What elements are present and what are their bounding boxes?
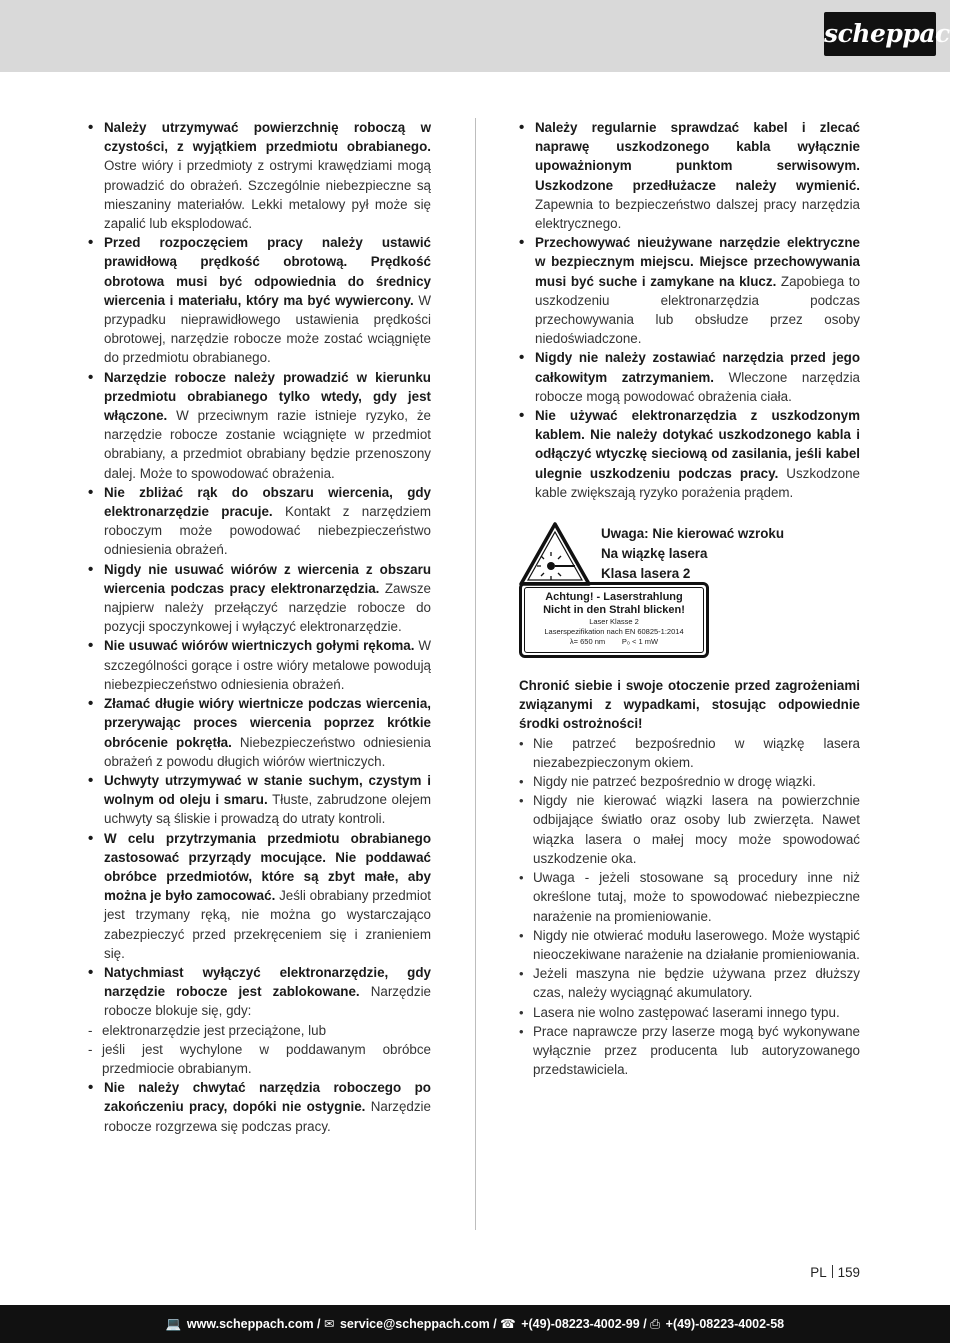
item-text: Jeśli obrabiany przedmiot jest trzymany ręką, nie można go wystarczająco zabezpieczyć przed przekręceniem się i zranieniem się. — [104, 888, 431, 961]
item-bold-text: Przed rozpoczęciem pracy należy ustawić prawidłową prędkość obrotową. Prędkość obrotowa musi być odpowiednia do średnicy wiercenia i materiału, który ma być wywiercony. — [104, 235, 431, 308]
footer-separator: / — [489, 1317, 501, 1331]
list-item — [88, 963, 431, 1078]
brand-logo: scheppach — [824, 12, 936, 56]
item-text: Zapobiega to uszkodzeniu elektronarzędzia podczas przechowywania lub obsłudze przez osoby niedoświadczone. — [535, 273, 860, 347]
right-safety-list — [519, 118, 860, 502]
laser-warning-line: Uwaga: Nie kierować wzroku — [601, 526, 785, 542]
list-item — [88, 694, 431, 771]
list-item — [519, 118, 860, 233]
protection-heading: Chronić siebie i swoje otoczenie przed zagrożeniami związanymi z wypadkami, stosując odpowiednie środki ostrożności! — [519, 678, 860, 732]
item-bold-text: Złamać długie wióry wiertnicze podczas wiercenia, przerywając proces wiercenia poprzez krótkie obrócenie pokrętła. — [104, 696, 431, 750]
left-safety-list — [88, 118, 431, 1136]
laser-warning-line: Klasa lasera 2 — [601, 566, 691, 582]
protection-list — [519, 734, 860, 1080]
item-bold-text: Narzędzie robocze należy prowadzić w kierunku przedmiotu obrabianego tylko wtedy, gdy jest włączone. — [104, 369, 431, 424]
label-specs — [525, 637, 703, 647]
phone-icon: ☎ — [500, 1317, 516, 1331]
item-bold-text: Nie używać elektronarzędzia z uszkodzonym kablem. Nie należy dotykać uszkodzonego kabla i odłączyć wtyczkę sieciową od zasilania, jeśli kabel ulegnie uszkodzeniu podczas pracy. — [535, 408, 860, 481]
list-item — [88, 118, 431, 233]
footer-email[interactable]: service@scheppach.com — [339, 1317, 490, 1331]
list-item: • Nigdy nie kierować wiązki lasera na powierzchnie odbijające światło oraz osoby lub zwierzęta. Nawet wiązka lasera o małej mocy może spowodować uszkodzenie oka. — [519, 791, 860, 868]
item-bold-text: Uchwyty utrzymywać w stanie suchym, czystym i wolnym od oleju i smaru. — [104, 772, 431, 808]
left-column — [88, 118, 431, 1136]
header-bar — [0, 0, 967, 72]
dash-item: - elektronarzędzie jest przeciążone, lub — [88, 1021, 431, 1040]
item-bold-text: Nigdy nie usuwać wiórów z wiercenia z obszaru wiercenia podczas pracy elektronarzędzia. — [104, 561, 431, 596]
footer-separator: / — [313, 1317, 324, 1331]
list-item: • Nigdy nie otwierać modułu laserowego. Może wystąpić nieoczekiwane narażenie na działanie promieniowania. — [519, 926, 860, 964]
footer-bar — [0, 1305, 950, 1343]
list-item: • Lasera nie wolno zastępować laserami innego typu. — [519, 1003, 860, 1022]
laser-warning-icon — [519, 522, 591, 586]
page-number — [780, 1265, 860, 1280]
laser-warning — [519, 516, 860, 674]
page-number-separator — [832, 1265, 833, 1278]
item-bold-text: Przechowywać nieużywane narzędzie elektryczne w bezpiecznym miejscu. Miejsce przechowywania musi być suche i zamykane na klucz. — [535, 235, 860, 289]
page-number-value: 159 — [837, 1265, 860, 1280]
footer-phone: +(49)-08223-4002-99 — [521, 1317, 640, 1331]
item-bold-text: Nie usuwać wiórów wiertniczych gołymi rękoma. — [104, 638, 415, 654]
dash-item: - jeśli jest wychylone w poddawanym obróbce przedmiocie obrabianym. — [88, 1040, 431, 1078]
list-item — [519, 406, 860, 502]
list-item — [519, 233, 860, 348]
laser-class-label — [519, 582, 709, 658]
footer-fax: +(49)-08223-4002-58 — [665, 1317, 785, 1331]
item-bold-text: Należy regularnie sprawdzać kabel i zlecać naprawę uszkodzonego kabla wyłącznie upoważnionym punktom serwisowym. Uszkodzone przedłużacze należy wymienić. — [535, 120, 860, 193]
list-item — [88, 771, 431, 829]
label-line: Laser Klasse 2 — [589, 617, 639, 627]
blocking-reasons-list — [88, 1021, 431, 1079]
list-item: • Uwaga - jeżeli stosowane są procedury inne niż określone tutaj, może to spowodować niebezpieczne narażenie na promieniowanie. — [519, 868, 860, 926]
list-item — [88, 233, 431, 367]
list-item: • Nie patrzeć bezpośrednio w wiązkę lasera niezabezpieczonym okiem. — [519, 734, 860, 772]
list-item: • Prace naprawcze przy laserze mogą być wykonywane wyłącznie przez producenta lub autoryzowanego przedstawiciela. — [519, 1022, 860, 1080]
item-text: Ostre wióry i przedmioty z ostrymi krawędziami mogą prowadzić do obrażeń. Szczególnie niebezpieczne są mieszaniny materiałów. Lekki metalowy pył może się zapalić lub eksplodować. — [104, 158, 431, 232]
list-item: • Nigdy nie patrzeć bezpośrednio w drogę wiązki. — [519, 772, 860, 791]
list-item: • Jeżeli maszyna nie będzie używana przez dłuższy czas, należy wyciągnąć akumulatory. — [519, 964, 860, 1002]
item-bold-text: Nie zbliżać rąk do obszaru wiercenia, gdy elektronarzędzie pracuje. — [104, 484, 431, 520]
item-text: Wleczone narzędzia robocze mogą powodować obrażenia ciała. — [535, 369, 860, 404]
label-line: Nicht in den Strahl blicken! — [543, 604, 685, 617]
item-bold-text: Nie należy chwytać narzędzia roboczego po zakończeniu pracy, dopóki nie ostygnie. — [104, 1080, 431, 1115]
laser-warning-text — [601, 524, 784, 584]
item-text: Zapewnia to bezpieczeństwo dalszej pracy narzędzia elektrycznego. — [535, 196, 860, 232]
list-item — [88, 829, 431, 963]
item-text: Narzędzie robocze rozgrzewa się podczas pracy. — [104, 1099, 431, 1134]
page-language: PL — [810, 1265, 827, 1280]
laser-warning-line: Na wiązkę lasera — [601, 546, 708, 562]
column-divider — [475, 118, 476, 1230]
computer-icon: 💻 — [165, 1317, 182, 1331]
footer-separator: / — [639, 1317, 651, 1331]
fax-icon: ⎙ — [650, 1317, 661, 1331]
label-power: P₀ < 1 mW — [621, 637, 659, 647]
mail-icon: ✉ — [324, 1317, 335, 1331]
footer-website[interactable]: www.scheppach.com — [186, 1317, 314, 1331]
list-item — [519, 348, 860, 406]
item-text: Tłuste, zabrudzone olejem uchwyty są śliskie i prowadzą do utraty kontroli. — [104, 792, 432, 827]
list-item — [88, 560, 431, 637]
item-bold-text: Nigdy nie należy zostawiać narzędzia przed jego całkowitym zatrzymaniem. — [535, 350, 860, 385]
item-text: Kontakt z narzędziem roboczym może powodować niebezpieczeństwo odniesienia obrażeń. — [104, 504, 431, 558]
item-bold-text: Należy utrzymywać powierzchnię roboczą w czystości, z wyjątkiem przedmiotu obrabianego. — [104, 120, 431, 155]
item-text: Narzędzie robocze blokuje się, gdy: — [104, 984, 431, 1019]
label-line: Achtung! - Laserstrahlung — [545, 591, 683, 604]
item-text: Zawsze najpierw należy przełączyć narzędzie robocze do pozycji spoczynkowej i wyłączyć elektronarzędzie. — [104, 580, 431, 635]
list-item — [88, 483, 431, 560]
right-column — [519, 118, 860, 1079]
item-text: Niebezpieczeństwo odniesienia obrażeń z powodu długich wiórów wiertniczych. — [104, 734, 431, 769]
list-item — [88, 1078, 431, 1136]
item-text: Uszkodzone kable zwiększają ryzyko porażenia prądem. — [535, 465, 860, 500]
item-bold-text: W celu przytrzymania przedmiotu obrabianego zastosować przyrządy mocujące. Nie poddawać obróbce przedmiotów, które są zbyt małe, aby można je było zamocować. — [104, 830, 431, 904]
label-line: Laserspezifikation nach EN 60825-1:2014 — [544, 627, 684, 637]
item-text: W przeciwnym razie istnieje ryzyko, że narzędzie robocze zostanie wciągnięte w przedmiot obrabiany, a przedmiot obrabiany będzie przenoszony dalej. Może to spowodować obrażenia. — [104, 408, 431, 481]
list-item — [88, 636, 431, 694]
item-text: W przypadku nieprawidłowego ustawienia prędkości obrotowej, narzędzie robocze może zostać wciągnięte do przedmiotu obrabianego. — [104, 292, 432, 366]
item-text: W szczególności gorące i ostre wióry metalowe powodują niebezpieczeństwo odniesienia obrażeń. — [104, 638, 432, 692]
label-wavelength: λ= 650 nm — [569, 637, 606, 647]
list-item — [88, 368, 431, 483]
item-bold-text: Natychmiast wyłączyć elektronarzędzie, gdy narzędzie robocze jest zablokowane. — [104, 964, 431, 1000]
